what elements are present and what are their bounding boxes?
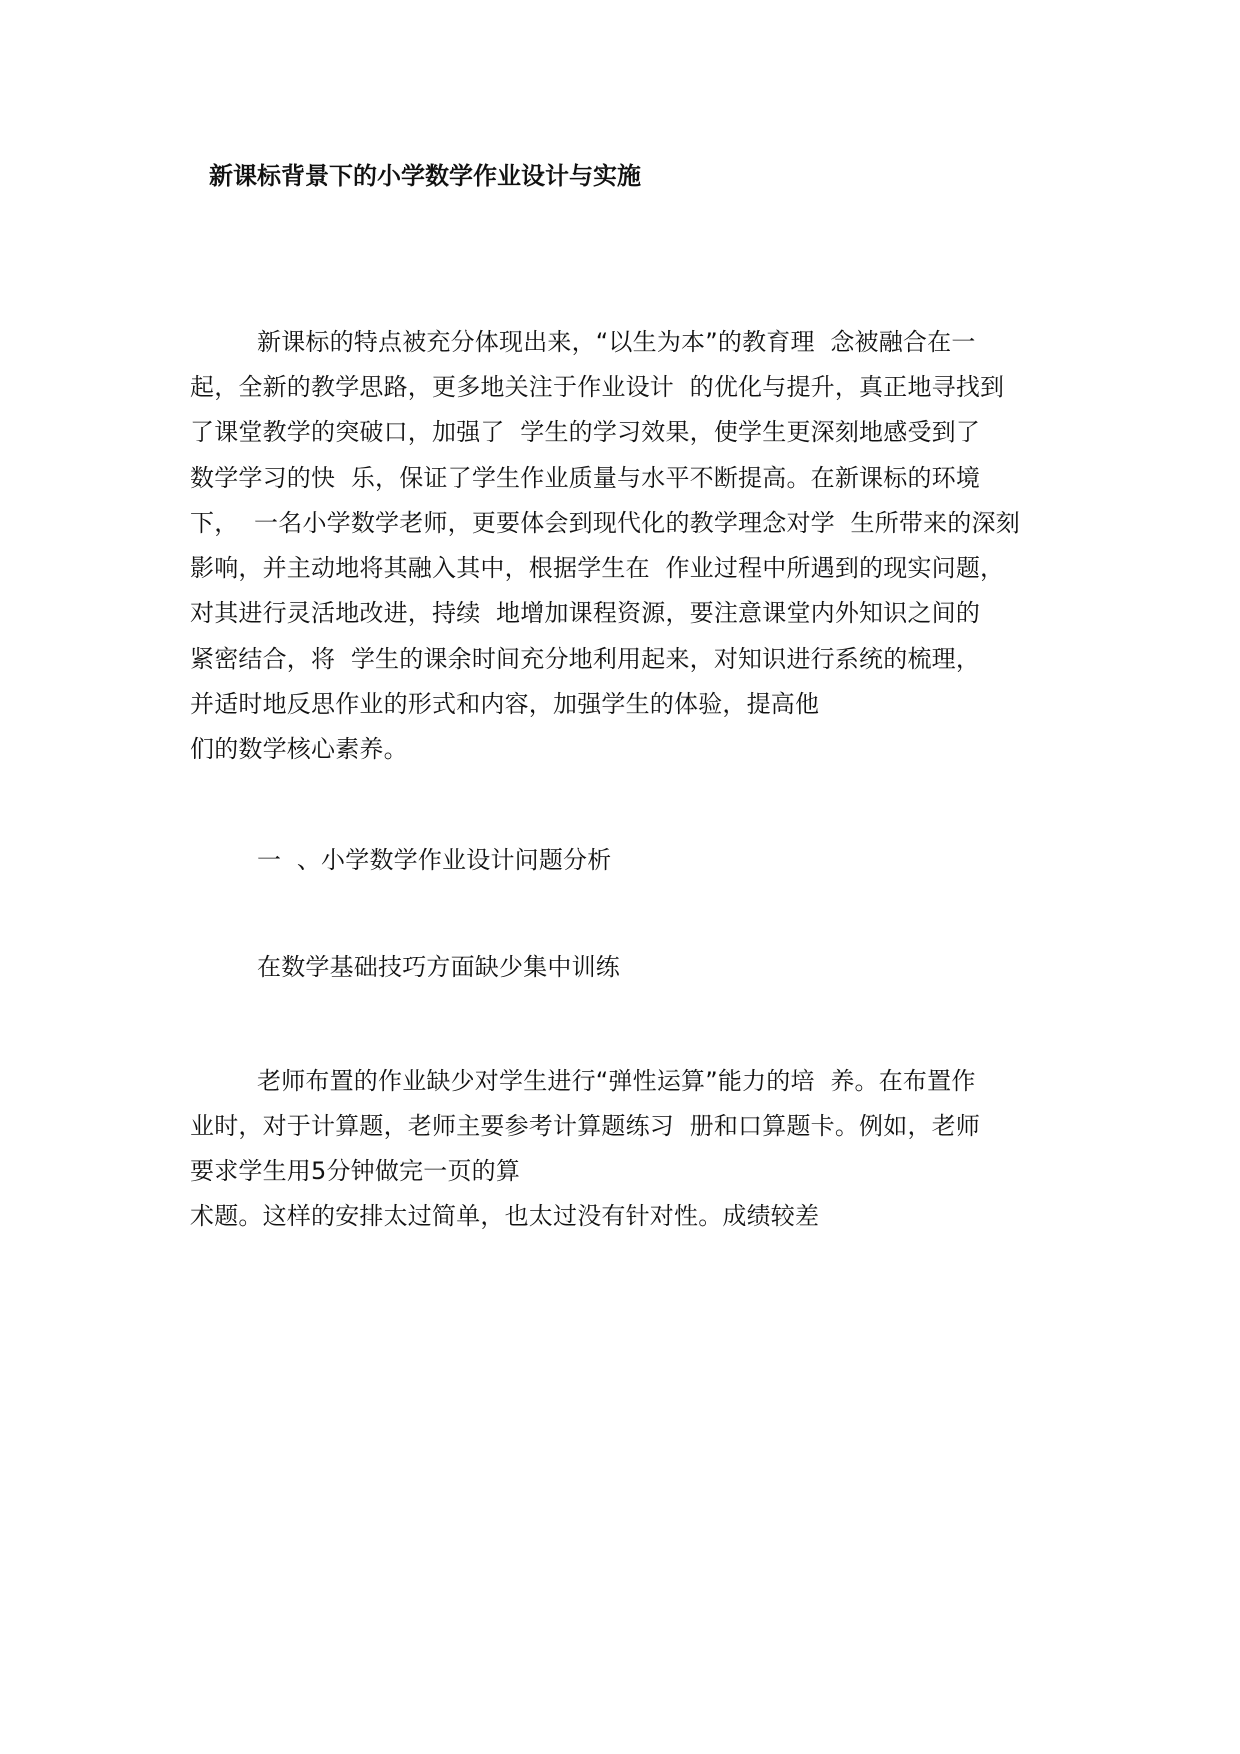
subsection-heading-1: 在数学基础技巧方面缺少集中训练 <box>257 953 620 981</box>
paragraph-1-line-5: 下， 一名小学数学老师，更要体会到现代化的教学理念对学 生所带来的深刻 <box>190 509 1020 537</box>
paragraph-2-line-4: 术题。这样的安排太过简单，也太过没有针对性。成绩较差 <box>190 1202 820 1230</box>
paragraph-1-line-9: 并适时地反思作业的形式和内容，加强学生的体验，提高他 <box>190 690 820 718</box>
paragraph-1-line-2: 起，全新的教学思路，更多地关注于作业设计 的优化与提升，真正地寻找到 <box>190 373 1005 401</box>
paragraph-1-line-7: 对其进行灵活地改进，持续 地增加课程资源，要注意课堂内外知识之间的 <box>190 599 981 627</box>
document-title: 新课标背景下的小学数学作业设计与实施 <box>209 162 641 190</box>
paragraph-2-line-3: 要求学生用5分钟做完一页的算 <box>190 1157 521 1185</box>
paragraph-1-line-3: 了课堂教学的突破口，加强了 学生的学习效果，使学生更深刻地感受到了 <box>190 418 981 446</box>
paragraph-1-line-8: 紧密结合，将 学生的课余时间充分地利用起来，对知识进行系统的梳理， <box>190 645 981 673</box>
paragraph-2-line-1: 老师布置的作业缺少对学生进行“弹性运算”能力的培 养。在布置作 <box>257 1067 976 1095</box>
paragraph-1-line-10: 们的数学核心素养。 <box>190 735 408 763</box>
paragraph-2-line-2: 业时，对于计算题，老师主要参考计算题练习 册和口算题卡。例如，老师 <box>190 1112 981 1140</box>
paragraph-1-line-4: 数学学习的快 乐，保证了学生作业质量与水平不断提高。在新课标的环境 <box>190 464 981 492</box>
paragraph-1-line-6: 影响，并主动地将其融入其中，根据学生在 作业过程中所遇到的现实问题， <box>190 554 1005 582</box>
section-heading-1: 一 、小学数学作业设计问题分析 <box>257 846 612 874</box>
paragraph-1-line-1: 新课标的特点被充分体现出来，“以生为本”的教育理 念被融合在一 <box>257 328 976 356</box>
